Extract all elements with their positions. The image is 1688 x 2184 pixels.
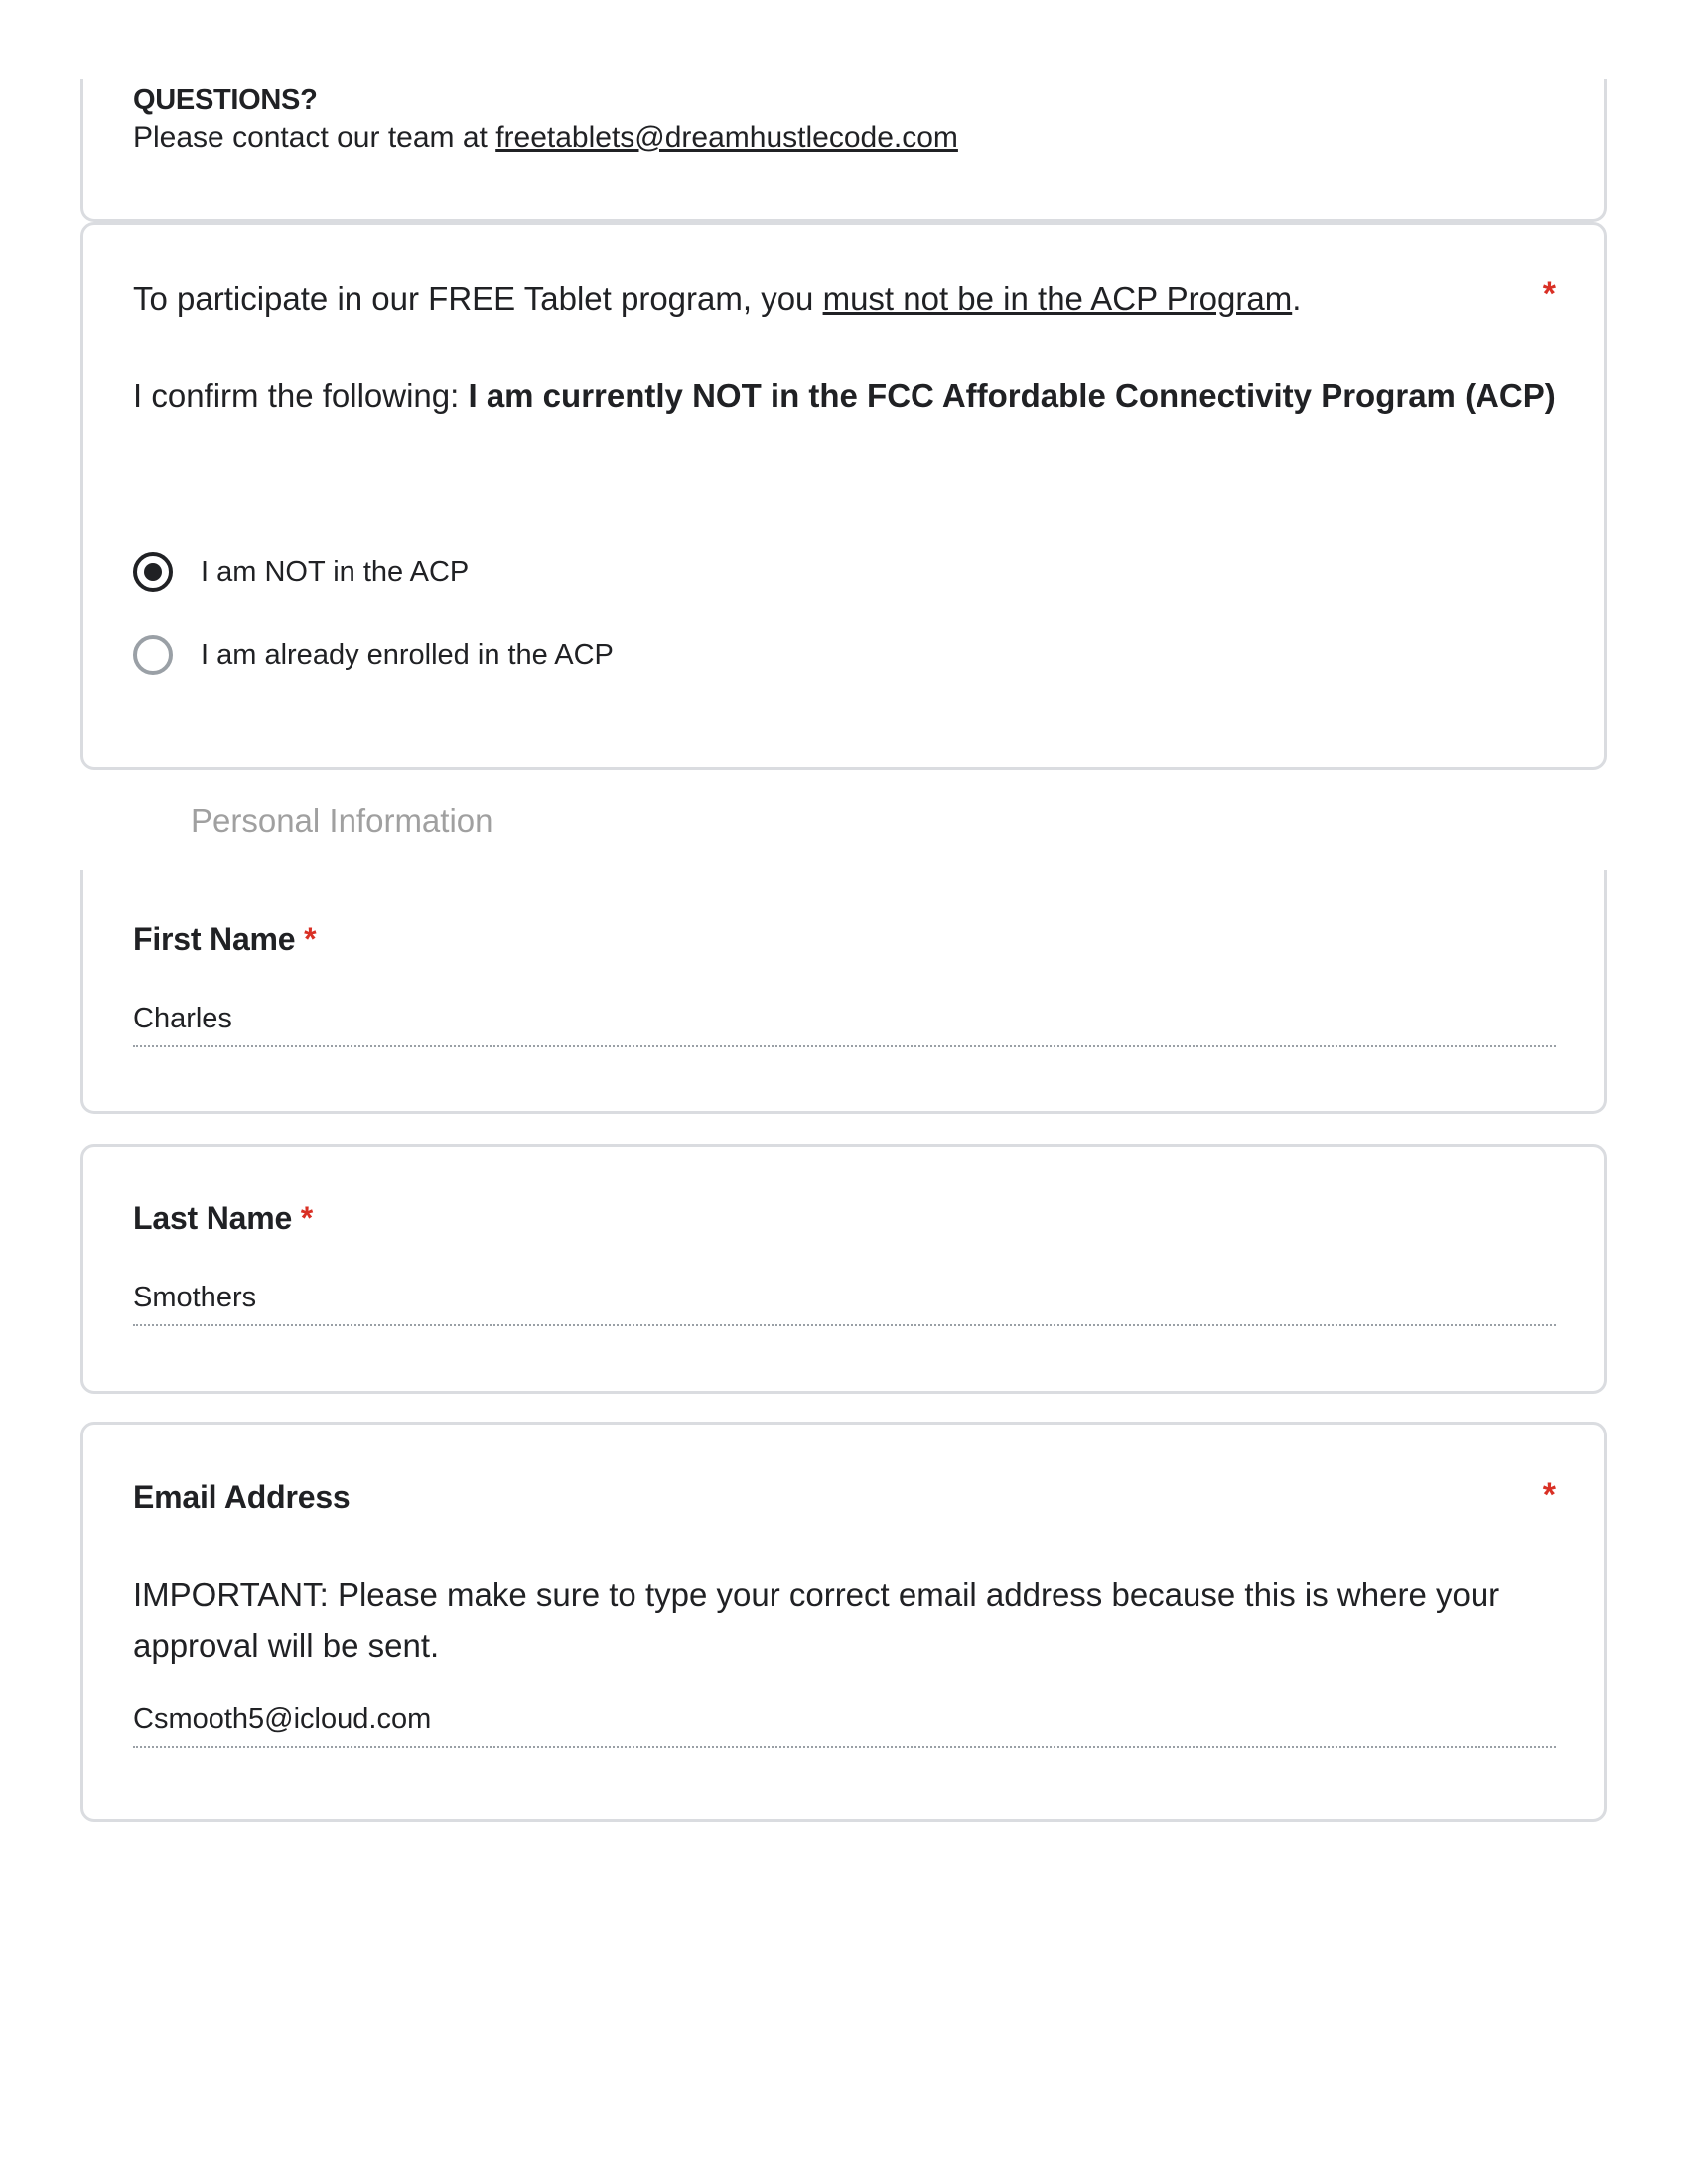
radio-option-not-in-acp[interactable] [133, 552, 469, 592]
contact-prefix: Please contact our team at [133, 121, 496, 154]
required-asterisk: * [304, 921, 317, 957]
radio-checked-icon[interactable] [133, 552, 173, 592]
required-asterisk: * [300, 1200, 314, 1236]
email-card [80, 1422, 1607, 1822]
email-label: Email Address [133, 1479, 351, 1515]
email-input[interactable]: Csmooth5@icloud.com [133, 1704, 1556, 1748]
acp-confirm-prefix: I confirm the following: [133, 377, 469, 414]
contact-line [133, 121, 1556, 155]
acp-intro-prefix: To participate in our FREE Tablet program, you [133, 280, 823, 317]
acp-intro [133, 273, 1556, 324]
contact-email-link[interactable]: freetablets@dreamhustlecode.com [495, 121, 958, 154]
last-name-label [133, 1200, 1556, 1237]
required-asterisk: * [1542, 275, 1556, 313]
last-name-label-text: Last Name [133, 1200, 293, 1236]
acp-confirm-text [133, 370, 1556, 421]
first-name-card [80, 870, 1607, 1114]
section-title-personal-information: Personal Information [191, 802, 493, 839]
email-description: IMPORTANT: Please make sure to type your correct email address because this is where your approval will be sent. [133, 1576, 1500, 1664]
acp-program-link[interactable]: must not be in the ACP Program [822, 280, 1293, 317]
last-name-input[interactable]: Smothers [133, 1282, 1556, 1326]
radio-option-label: I am already enrolled in the ACP [201, 638, 614, 671]
first-name-label [133, 921, 1556, 958]
first-name-input[interactable]: Charles [133, 1003, 1556, 1047]
radio-unchecked-icon[interactable] [133, 635, 173, 675]
acp-intro-suffix: . [1292, 280, 1302, 317]
questions-heading: QUESTIONS? [133, 84, 318, 116]
required-asterisk: * [1542, 1476, 1556, 1514]
first-name-label-text: First Name [133, 921, 296, 957]
radio-option-enrolled-in-acp[interactable] [133, 635, 614, 675]
acp-question-card [80, 222, 1607, 770]
last-name-card [80, 1144, 1607, 1394]
questions-card [80, 79, 1607, 222]
acp-confirm-bold: I am currently NOT in the FCC Affordable Connectivity Program (ACP) [468, 377, 1556, 414]
radio-option-label: I am NOT in the ACP [201, 555, 470, 588]
